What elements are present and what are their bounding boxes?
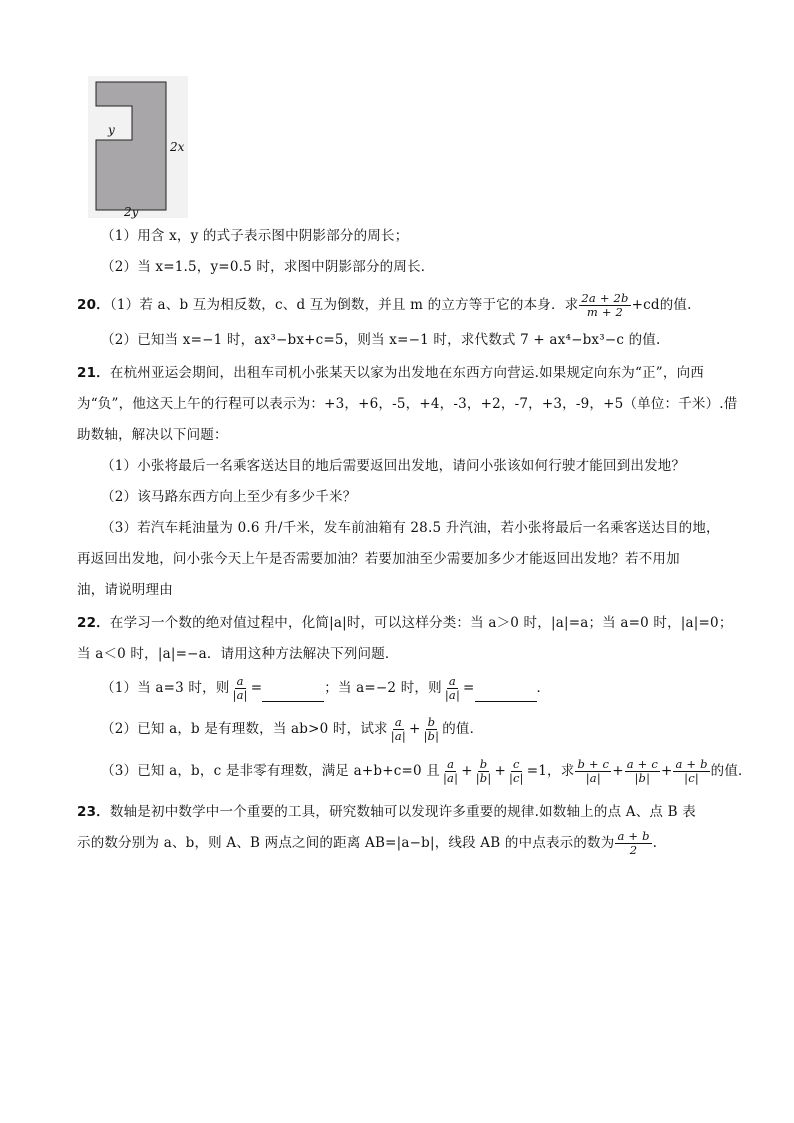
q23-tail: .: [652, 835, 658, 851]
frac-den: |a|: [390, 729, 406, 743]
q23-line1-text: 数轴是初中数学中一个重要的工具，研究数轴可以发现许多重要的规律.如数轴上的点 A、点 B 表: [109, 804, 696, 820]
q21-part3-b: 再返回出发地，问小张今天上午是否需要加油？若要加油至少需要加多少才能返回出发地？若不用加: [77, 551, 680, 567]
frac-den: |b|: [634, 771, 651, 785]
label-2x: 2x: [170, 140, 185, 154]
frac-num: b + c: [577, 757, 610, 771]
frac-num: a: [394, 715, 402, 729]
q20-part2: （2）已知当 x=−1 时，ax³−bx+c=5，则当 x=−1 时，求代数式 7 + ax⁴−bx³−c 的值.: [101, 332, 661, 348]
q22-line1: [77, 614, 733, 632]
q20-frac-den: m + 2: [586, 305, 624, 319]
frac-den: |a|: [442, 771, 459, 785]
plus: +: [612, 763, 624, 779]
plus: +: [494, 763, 506, 779]
plus: +: [660, 763, 673, 779]
q22-part3: [101, 757, 752, 785]
q22-p3-frac-bc: [575, 758, 611, 785]
q20-fraction: [579, 292, 630, 319]
q22-p1-eq1: =: [250, 680, 263, 696]
q21-number: 21．: [77, 365, 110, 381]
q20-number: 20．: [77, 297, 110, 313]
shaded-region: [96, 82, 166, 210]
frac-num: a: [236, 674, 244, 688]
label-y: y: [108, 123, 115, 137]
q22-p3-frac-c: [507, 758, 526, 785]
q22-p2-frac-b: [421, 716, 441, 743]
label-2y: 2y: [124, 205, 139, 219]
answer-blank-1[interactable]: [262, 688, 324, 702]
q22-p3-frac-b: [474, 758, 494, 785]
q22-number: 22．: [77, 615, 110, 631]
frac-num: b: [479, 757, 488, 771]
frac-den: |c|: [508, 771, 524, 785]
q19-part1: （1）用含 x，y 的式子表示图中阴影部分的周长；: [101, 228, 409, 244]
q22-p2-frac-a: [389, 716, 408, 743]
q20-part1-text: （1）若 a、b 互为相反数，c、d 互为倒数，并且 m 的立方等于它的本身．求: [109, 297, 579, 313]
q22-part1: [101, 674, 550, 702]
frac-num: c: [513, 757, 520, 771]
q23-number: 23．: [77, 804, 110, 820]
answer-blank-2[interactable]: [475, 688, 537, 702]
frac-num: a: [447, 757, 455, 771]
frac-den: |b|: [423, 729, 440, 743]
q21-part2: （2）该马路东西方向上至少有多少千米？: [101, 489, 357, 505]
frac-num: a + b: [675, 757, 708, 771]
frac-num: a: [448, 674, 456, 688]
q22-p1-eq2: =: [463, 680, 475, 696]
frac-den: |c|: [684, 771, 699, 785]
q19-part2: （2）当 x=1.5，y=0.5 时，求图中阴影部分的周长．: [101, 259, 435, 275]
q22-line1-text: 在学习一个数的绝对值过程中，化简|a|时，可以这样分类：当 a＞0 时，|a|=a；当 a=0 时，|a|=0；: [109, 615, 733, 631]
q20-frac-num: 2a + 2b: [581, 291, 629, 305]
q21-part3-a: （3）若汽车耗油量为 0.6 升/千米，发车前油箱有 28.5 升汽油，若小张将最后一名乘客送达目的地，: [101, 520, 720, 536]
q22-p1-frac1: [231, 675, 250, 702]
q23-line2: [77, 829, 657, 857]
frac-den: |a|: [585, 771, 601, 785]
q20-part1: [77, 292, 692, 319]
plus: +: [408, 721, 421, 737]
q22-part2: [101, 715, 483, 743]
q22-p3-a: （3）已知 a，b，c 是非零有理数，满足 a+b+c=0 且: [101, 763, 440, 779]
frac-num: b: [427, 715, 436, 729]
plus: +: [461, 763, 473, 779]
q21-part1: （1）小张将最后一名乘客送达目的地后需要返回出发地，请问小张该如何行驶才能回到出发地？: [101, 458, 686, 474]
q22-p3-frac-ac: [625, 758, 660, 785]
q22-line2: 当 a＜0 时，|a|=−a．请用这种方法解决下列问题．: [77, 646, 399, 662]
q23-frac-num: a + b: [617, 829, 650, 843]
q22-p2-b: 的值．: [442, 721, 484, 737]
frac-den: |a|: [232, 688, 248, 702]
q22-p1-a: （1）当 a=3 时，则: [101, 680, 230, 696]
q23-frac-den: 2: [629, 843, 638, 857]
q22-p1-e: ．: [536, 680, 551, 696]
q22-p2-a: （2）已知 a，b 是有理数，当 ab>0 时，试求: [101, 721, 388, 737]
q22-p1-frac2: [443, 675, 462, 702]
q23-line1: [77, 803, 696, 821]
q22-p3-frac-a: [441, 758, 460, 785]
q22-p3-c: 的值．: [710, 763, 752, 779]
frac-num: a + c: [626, 757, 658, 771]
q23-line2-text: 示的数分别为 a、b，则 A、B 两点之间的距离 AB=|a−b|，线段 AB 的中点表示的数为: [77, 835, 615, 851]
frac-den: |b|: [475, 771, 492, 785]
shaded-figure: [88, 76, 198, 220]
frac-den: |a|: [444, 688, 461, 702]
q22-p1-c: ；当 a=−2 时，则: [324, 680, 442, 696]
q20-part1-tail: +cd的值.: [631, 297, 692, 313]
q21-line1: [77, 364, 704, 382]
q22-p3-frac-ab: [673, 758, 709, 785]
q21-part3-c: 油，请说明理由: [77, 582, 173, 598]
q21-line1-text: 在杭州亚运会期间，出租车司机小张某天以家为出发地在东西方向营运.如果规定向东为“正”，向西: [109, 365, 704, 381]
q21-line3: 助数轴，解决以下问题：: [77, 427, 228, 443]
q23-midpoint-fraction: [615, 830, 651, 857]
q22-p3-b: =1，求: [526, 763, 575, 779]
q21-line2: 为“负”，他这天上午的行程可以表示为：+3，+6，-5，+4，-3，+2，-7，+3，-9，+5（单位：千米）.借: [77, 396, 738, 412]
